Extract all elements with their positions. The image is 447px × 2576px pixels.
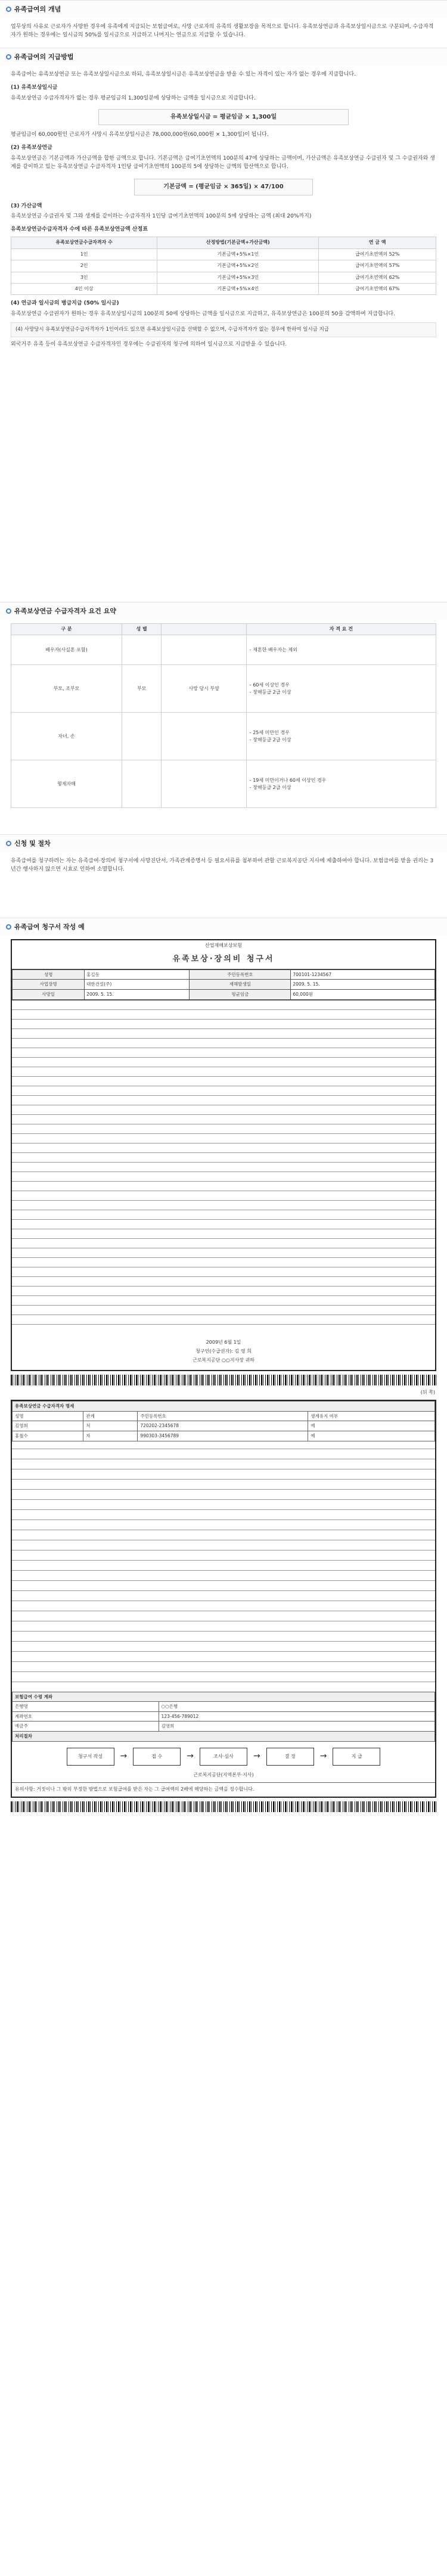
flow-note: 근로복지공단(지역본부·지사) [193,1772,254,1778]
bullet-icon [6,608,11,614]
barcode [11,1375,436,1385]
table-header: 성 별 [122,624,162,635]
form-footnote: 유의사항: 거짓이나 그 밖의 부정한 방법으로 보험급여를 받은 자는 그 급여액의 2배에 해당하는 금액을 징수합니다. [12,1782,435,1796]
form-value: 대한건설(주) [85,980,190,990]
table-cell: 4인 이상 [11,283,157,294]
table-cell: 부모 [122,665,162,713]
table-row [11,713,436,760]
form-label: 주민등록번호 [138,1411,308,1421]
form-label: 예금주 [13,1722,159,1732]
table-cell: - 19세 미만이거나 60세 이상인 경우 - 장해등급 2급 이상 [246,760,436,808]
table-cell: - 60세 이상인 경우 - 장해등급 2급 이상 [246,665,436,713]
form-row [13,1702,435,1712]
section-title: 신청 및 절차 [14,840,51,848]
form-value: ○○은행 [159,1702,434,1712]
section-payment-body [0,66,447,602]
form-label: 사업장명 [13,980,85,990]
flow-step: 지 급 [333,1748,380,1766]
table-cell [162,760,246,808]
table-header: 유족보상연금수급자격자 수 [11,237,157,248]
table-cell: - 재혼한 배우자는 제외 [246,635,436,665]
form-section-title: 보험급여 수령 계좌 [13,1692,435,1702]
form-value: 720202-2345678 [138,1421,308,1431]
table-header [162,624,246,635]
section-procedure-heading [0,834,447,852]
table-row [11,665,436,713]
bullet-icon [6,54,11,60]
flow-step: 접 수 [133,1748,181,1766]
form-label: 주민등록번호 [190,970,291,980]
additional-text: 유족보상연금 수급권자 및 그와 생계를 같이하는 수급자격자 1인당 급여기초연액의 100분의 5에 상당하는 금액 (최대 20%까지) [11,213,312,220]
table-cell: 1인 [11,248,157,260]
process-flow [12,1748,435,1766]
table-header: 구 분 [11,624,122,635]
form-grid [12,1441,435,1692]
form-value: 처 [83,1421,138,1431]
pension-formula: 기본금액 = (평균임금 × 365일) × 47/100 [134,179,313,195]
table-cell [162,635,246,665]
payment-intro: 유족급여는 유족보상연금 또는 유족보상일시금으로 하되, 유족보상일시금은 유족보상연금을 받을 수 있는 자격이 있는 자가 없는 경우에 지급합니다. [11,71,356,77]
form-row [13,1411,435,1421]
form-row [13,1431,435,1441]
claim-form [11,939,436,1371]
table-header: 산정방법(기본금액+가산금액) [157,237,319,248]
barcode [11,1801,436,1812]
arrow-right-icon: → [319,1751,327,1761]
form-row [13,1711,435,1722]
section-concept-body [0,18,447,48]
form-value: 홍길동 [85,970,190,980]
flow-step: 조사·심사 [200,1748,247,1766]
form-value: 700101-1234567 [291,970,435,980]
section-payment-heading [0,48,447,66]
table-cell: 급여기초연액의 62% [319,272,436,283]
lump-sum-text: 유족보상연금 수급자격자가 없는 경우 평균임금의 1,300일분에 상당하는 금액을 일시금으로 지급합니다. [11,95,256,101]
form-label: 계좌번호 [13,1711,159,1722]
form-footer [12,1334,435,1370]
table-cell: 사망 당시 부양 [162,665,246,713]
form-row [13,1722,435,1732]
form-row [13,1421,435,1431]
table-row [11,760,436,808]
table-row [11,283,436,294]
table-row [11,260,436,272]
form-value: 2009. 5. 15. [85,989,190,999]
form-value: 김영희 [13,1421,83,1431]
procedure-text: 유족급여를 청구하려는 자는 유족급여·장의비 청구서에 사망진단서, 가족관계증명서 등 필요서류를 첨부하여 관할 근로복지공단 지사에 제출하여야 합니다. 보험급여를 받을 권리는 3년간 행사하지 않으면 시효로 인하여 소멸합니다. [11,858,434,872]
form-value: 예 [308,1431,435,1441]
table-cell: 급여기초연액의 52% [319,248,436,260]
flow-step: 청구서 작성 [67,1748,114,1766]
form-label: 관계 [83,1411,138,1421]
table-cell: 배우자(사실혼 포함) [11,635,122,665]
lump-sum-heading: (1) 유족보상일시금 [11,84,58,91]
lump-sum-example: 평균임금이 60,000원인 근로자가 사망시 유족보상일시금은 78,000,000원(60,000원 × 1,300일)이 됩니다. [11,132,269,138]
form-value: 홍철수 [13,1431,83,1441]
table-cell: 기본금액+5%×2인 [157,260,319,272]
page-label: (뒤 쪽) [420,1389,435,1395]
pension-text: 유족보상연금은 기본금액과 가산금액을 합한 금액으로 합니다. 기본금액은 급여기초연액의 100분의 47에 상당하는 금액이며, 가산금액은 유족보상연금 수급권자 및 그 수급권자와 생계를 같이하고 있는 유족보상연금 수급자격자 1인당 급여기초연액의 100분의 5에 상당하는 금액의 합산액으로 합니다. [11,156,435,170]
mixed-payment-heading: (4) 연금과 일시금의 병급지급 (50% 일시금) [11,300,119,307]
table-cell: 형제자매 [11,760,122,808]
arrow-right-icon: → [187,1751,194,1761]
table-row [11,248,436,260]
table-cell: - 25세 미만인 경우 - 장해등급 2급 이상 [246,713,436,760]
table-cell: 급여기초연액의 67% [319,283,436,294]
section-eligibility-heading [0,602,447,620]
form-label: 평균임금 [190,989,291,999]
eligibility-form [11,1400,436,1798]
concept-text: 업무상의 사유로 근로자가 사망한 경우에 유족에게 지급되는 보험급여로, 사망 근로자의 유족의 생활보장을 목적으로 합니다. 유족보상연금과 유족보상일시금으로 구분되며, 수급자격자가 원하는 경우에는 일시금의 50%를 일시금으로 지급하고 나머지는 연금으로 지급할 수 있습니다. [11,24,434,38]
table-cell: 기본금액+5%×3인 [157,272,319,283]
table-cell [122,760,162,808]
mixed-payment-text: 유족보상연금 수급권자가 원하는 경우 유족보상일시금의 100분의 50에 상당하는 금액을 일시금으로 지급하고, 유족보상연금은 100분의 50을 감액하여 지급합니다. [11,311,395,318]
form-row [13,989,435,999]
form-label: 성명 [13,1411,83,1421]
form-value: 김영희 [159,1722,434,1732]
foreign-note: 외국거주 유족 등이 유족보상연금 수급자격자인 경우에는 수급권자의 청구에 의하여 일시금으로 지급받을 수 있습니다. [11,341,287,348]
arrow-right-icon: → [120,1751,128,1761]
form-label: 생계유지 여부 [308,1411,435,1421]
table-cell [122,635,162,665]
form-value: 자 [83,1431,138,1441]
form-section-title: 유족보상연금 수급자격자 명세 [13,1402,435,1412]
form-section-title: 처리절차 [13,1732,435,1742]
form-row [13,980,435,990]
table-cell: 기본금액+5%×4인 [157,283,319,294]
flow-step: 결 정 [266,1748,314,1766]
form-value: 990303-3456789 [138,1431,308,1441]
section-procedure-body [0,852,447,918]
section-title: 유족급여 청구서 작성 예 [14,923,85,931]
pension-table [11,237,436,295]
table-row [11,272,436,283]
section-form-heading [0,918,447,936]
pension-table-title: 유족보상연금수급자격자 수에 따른 유족보상연금액 산정표 [11,226,148,233]
form-label: 성명 [13,970,85,980]
table-cell: 기본금액+5%×1인 [157,248,319,260]
bullet-icon [6,841,11,846]
eligibility-table [11,623,436,808]
form-value: 60,000원 [291,989,435,999]
table-cell [162,713,246,760]
section-title: 유족보상연금 수급자격자 요건 요약 [14,607,116,615]
table-cell: 급여기초연액의 57% [319,260,436,272]
form-label: 은행명 [13,1702,159,1712]
section-title: 유족급여의 지급방법 [14,52,74,61]
form-label: 사망일 [13,989,85,999]
table-cell: 3인 [11,272,157,283]
table-cell: 2인 [11,260,157,272]
form-value: 예 [308,1421,435,1431]
form-value: 2009. 5. 15. [291,980,435,990]
section-concept-heading [0,0,447,18]
form-claimant: 청구인(수급권자): 김 영 희 [195,1348,252,1354]
table-cell: 자녀, 손 [11,713,122,760]
table-cell: 부모, 조부모 [11,665,122,713]
table-row [11,635,436,665]
section-title: 유족급여의 개념 [14,5,61,13]
table-cell [122,713,162,760]
lump-sum-formula: 유족보상일시금 = 평균임금 × 1,300일 [98,109,349,126]
form-fields-table [12,970,435,1000]
form-label: 재해발생일 [190,980,291,990]
table-header: 연 금 액 [319,237,436,248]
form-row [13,970,435,980]
bullet-icon [6,7,11,12]
form-title: 유족보상·장의비 청구서 [12,950,435,970]
form-grid [12,1000,435,1334]
form-header: 산업재해보상보험 [205,943,242,949]
form-date: 2009년 6월 1일 [206,1339,241,1345]
form-agency: 근로복지공단 ○○지사장 귀하 [192,1357,255,1363]
table-header: 자 격 요 건 [246,624,436,635]
note-box: (4) 사망당시 유족보상연금수급자격자가 1인이라도 있으면 유족보상일시금을 선택할 수 없으며, 수급자격자가 없는 경우에 한하여 일시금 지급 [11,322,436,337]
bullet-icon [6,924,11,930]
arrow-right-icon: → [253,1751,260,1761]
pension-heading: (2) 유족보상연금 [11,145,52,151]
section-eligibility-body [0,620,447,834]
form-value: 123-456-789012 [159,1711,434,1722]
additional-heading: (3) 가산금액 [11,203,42,209]
